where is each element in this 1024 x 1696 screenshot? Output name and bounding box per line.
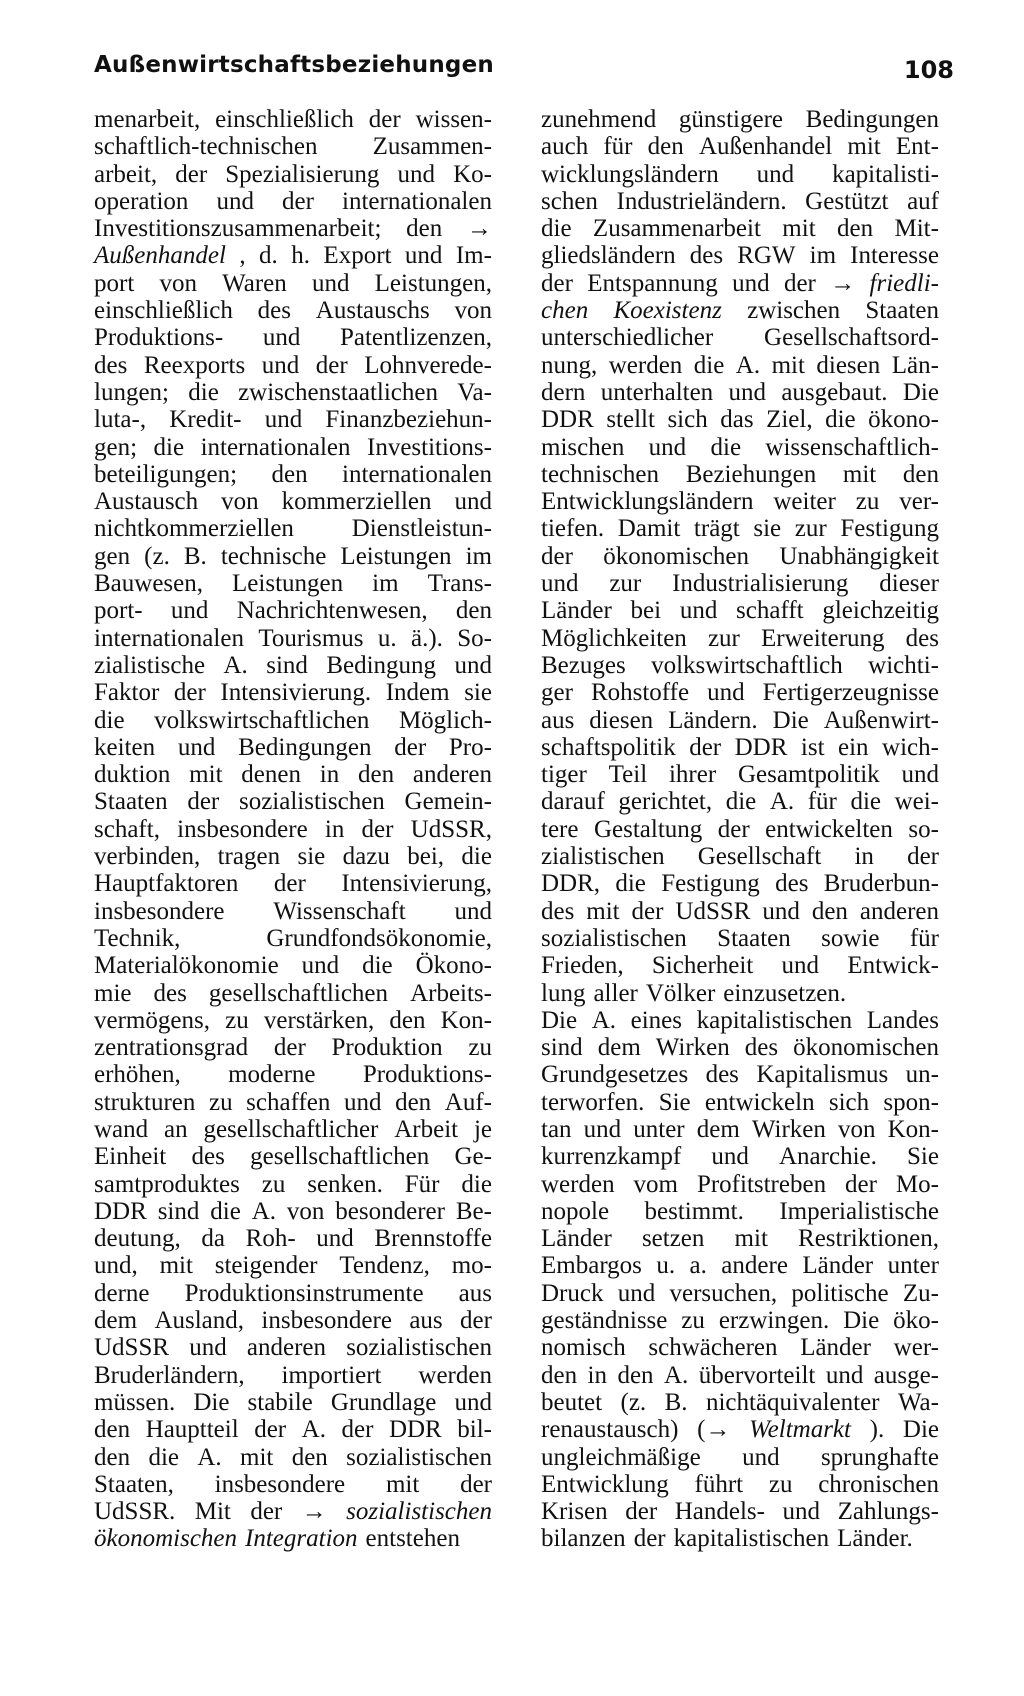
text-line: nichtkommerziellen Dienstleistun- [94, 515, 492, 543]
text-line: Austausch von kommerziellen und [94, 488, 492, 516]
text-line: schen Industrieländern. Gestützt auf [541, 187, 939, 215]
text-line: keiten und Bedingungen der Pro- [94, 733, 492, 761]
running-head: Außenwirtschaftsbeziehungen [94, 52, 494, 78]
text-line: werden vom Profitstreben der Mo- [541, 1170, 939, 1198]
text-line: lungen; die zwischenstaatlichen Va- [94, 378, 492, 406]
text-line: duktion mit denen in den anderen [94, 761, 492, 789]
text-line: ungleichmäßige und sprunghafte [541, 1443, 939, 1471]
text-line: zentrationsgrad der Produktion zu [94, 1034, 492, 1062]
text-line: lung aller Völker einzusetzen. [541, 979, 847, 1007]
text-line: menarbeit, einschließlich der wissen- [94, 106, 492, 133]
text-line: ökonomischen Integration entstehen [94, 1525, 460, 1553]
text-line: Grundgesetzes des Kapitalismus un- [541, 1061, 939, 1089]
text-line: luta-, Kredit- und Finanzbeziehun- [94, 406, 492, 434]
text-line: nung, werden die A. mit diesen Län- [541, 351, 939, 379]
text-line: darauf gerichtet, die A. für die wei- [541, 788, 939, 816]
text-line: insbesondere Wissenschaft und [94, 897, 492, 925]
text-line: einschließlich des Austauschs von [94, 297, 492, 325]
text-line: Bezuges volkswirtschaftlich wichti- [541, 651, 939, 679]
text-column-left [94, 106, 492, 1553]
text-line: Druck und versuchen, politische Zu- [541, 1279, 939, 1307]
text-line: mie des gesellschaftlichen Arbeits- [94, 979, 492, 1007]
text-line: technischen Beziehungen mit den [541, 460, 939, 488]
text-line: Möglichkeiten zur Erweiterung des [541, 624, 939, 652]
text-line: Materialökonomie und die Ökono- [94, 952, 492, 980]
text-line: der Entspannung und der → friedli- [541, 269, 939, 297]
text-line: Faktor der Intensivierung. Indem sie [94, 679, 492, 707]
text-line: Entwicklung führt zu chronischen [541, 1470, 939, 1498]
text-line: tiger Teil ihrer Gesamtpolitik und [541, 761, 939, 789]
text-line: port- und Nachrichtenwesen, den [94, 597, 492, 625]
text-line: nomisch schwächeren Länder wer- [541, 1334, 939, 1362]
text-line: Länder setzen mit Restriktionen, [541, 1225, 939, 1253]
text-line: schaft, insbesondere in der UdSSR, [94, 815, 492, 843]
text-line: die volkswirtschaftlichen Möglich- [94, 706, 492, 734]
text-line: dern unterhalten und ausgebaut. Die [541, 378, 939, 406]
text-line: Staaten, insbesondere mit der [94, 1470, 492, 1498]
text-line: DDR stellt sich das Ziel, die ökono- [541, 406, 939, 434]
text-line: mischen und die wissenschaftlich- [541, 433, 939, 461]
text-line: auch für den Außenhandel mit Ent- [541, 133, 939, 161]
text-line: Bruderländern, importiert werden [94, 1361, 492, 1389]
text-line: zialistischen Gesellschaft in der [541, 843, 939, 871]
text-line: renaustausch) (→ Weltmarkt ). Die [541, 1416, 939, 1444]
text-line: gliedsländern des RGW im Interesse [541, 242, 939, 270]
text-line: internationalen Tourismus u. ä.). So- [94, 624, 492, 652]
text-line: dem Ausland, insbesondere aus der [94, 1307, 492, 1335]
text-line: zunehmend günstigere Bedingungen [541, 106, 939, 133]
text-line: tiefen. Damit trägt sie zur Festigung [541, 515, 939, 543]
text-line: UdSSR. Mit der → sozialistischen [94, 1498, 492, 1526]
text-line: geständnisse zu erzwingen. Die öko- [541, 1307, 939, 1335]
text-line: Frieden, Sicherheit und Entwick- [541, 952, 939, 980]
page-header [94, 52, 954, 92]
text-line: vermögens, zu verstärken, den Kon- [94, 1006, 492, 1034]
text-line: Entwicklungsländern weiter zu ver- [541, 488, 939, 516]
text-line: kurrenzkampf und Anarchie. Sie [541, 1143, 939, 1171]
text-line: des Reexports und der Lohnverede- [94, 351, 492, 379]
text-line: zialistische A. sind Bedingung und [94, 651, 492, 679]
text-line: port von Waren und Leistungen, [94, 269, 492, 297]
text-line: tere Gestaltung der entwickelten so- [541, 815, 939, 843]
text-line: erhöhen, moderne Produktions- [94, 1061, 492, 1089]
text-line: des mit der UdSSR und den anderen [541, 897, 939, 925]
text-line: den in den A. übervorteilt und ausge- [541, 1361, 939, 1389]
text-line: Krisen der Handels- und Zahlungs- [541, 1498, 939, 1526]
text-line: schaftspolitik der DDR ist ein wich- [541, 733, 939, 761]
text-line: chen Koexistenz zwischen Staaten [541, 297, 939, 325]
text-line: Technik, Grundfondsökonomie, [94, 924, 492, 952]
text-line: aus diesen Ländern. Die Außenwirt- [541, 706, 939, 734]
text-line: Bauwesen, Leistungen im Trans- [94, 570, 492, 598]
text-line: Staaten der sozialistischen Gemein- [94, 788, 492, 816]
text-line: Einheit des gesellschaftlichen Ge- [94, 1143, 492, 1171]
page-number: 108 [903, 56, 954, 84]
text-line: die Zusammenarbeit mit den Mit- [541, 215, 939, 243]
text-line: beutet (z. B. nichtäquivalenter Wa- [541, 1388, 939, 1416]
text-line: sozialistischen Staaten sowie für [541, 924, 939, 952]
text-line: und zur Industrialisierung dieser [541, 570, 939, 598]
text-line: derne Produktionsinstrumente aus [94, 1279, 492, 1307]
text-line: Länder bei und schafft gleichzeitig [541, 597, 939, 625]
text-line: den Hauptteil der A. der DDR bil- [94, 1416, 492, 1444]
text-line: beteiligungen; den internationalen [94, 460, 492, 488]
text-line: nopole bestimmt. Imperialistische [541, 1197, 939, 1225]
text-line: UdSSR und anderen sozialistischen [94, 1334, 492, 1362]
text-line: Produktions- und Patentlizenzen, [94, 324, 492, 352]
text-line: verbinden, tragen sie dazu bei, die [94, 843, 492, 871]
text-line: Investitionszusammenarbeit; den → [94, 215, 492, 243]
text-line: Außenhandel , d. h. Export und Im- [94, 242, 492, 270]
text-line: terworfen. Sie entwickeln sich spon- [541, 1088, 939, 1116]
text-line: wicklungsländern und kapitalisti- [541, 160, 939, 188]
text-line: gen; die internationalen Investitions- [94, 433, 492, 461]
text-line: operation und der internationalen [94, 187, 492, 215]
text-line: arbeit, der Spezialisierung und Ko- [94, 160, 492, 188]
text-line: DDR sind die A. von besonderer Be- [94, 1197, 492, 1225]
text-line: und, mit steigender Tendenz, mo- [94, 1252, 492, 1280]
text-line: Embargos u. a. andere Länder unter [541, 1252, 939, 1280]
text-line: strukturen zu schaffen und den Auf- [94, 1088, 492, 1116]
text-line: bilanzen der kapitalistischen Länder. [541, 1525, 913, 1553]
text-line: den die A. mit den sozialistischen [94, 1443, 492, 1471]
text-line: Hauptfaktoren der Intensivierung, [94, 870, 492, 898]
text-line: schaftlich-technischen Zusammen- [94, 133, 492, 161]
text-line: gen (z. B. technische Leistungen im [94, 542, 492, 570]
text-line: ger Rohstoffe und Fertigerzeugnisse [541, 679, 939, 707]
text-line: unterschiedlicher Gesellschaftsord- [541, 324, 939, 352]
text-line: Die A. eines kapitalistischen Landes [541, 1006, 939, 1034]
text-line: samtproduktes zu senken. Für die [94, 1170, 492, 1198]
text-line: deutung, da Roh- und Brennstoffe [94, 1225, 492, 1253]
text-line: DDR, die Festigung des Bruderbun- [541, 870, 939, 898]
text-line: müssen. Die stabile Grundlage und [94, 1388, 492, 1416]
text-line: der ökonomischen Unabhängigkeit [541, 542, 939, 570]
text-column-right [541, 106, 939, 1553]
text-line: sind dem Wirken des ökonomischen [541, 1034, 939, 1062]
text-line: wand an gesellschaftlicher Arbeit je [94, 1115, 492, 1143]
text-line: tan und unter dem Wirken von Kon- [541, 1115, 939, 1143]
